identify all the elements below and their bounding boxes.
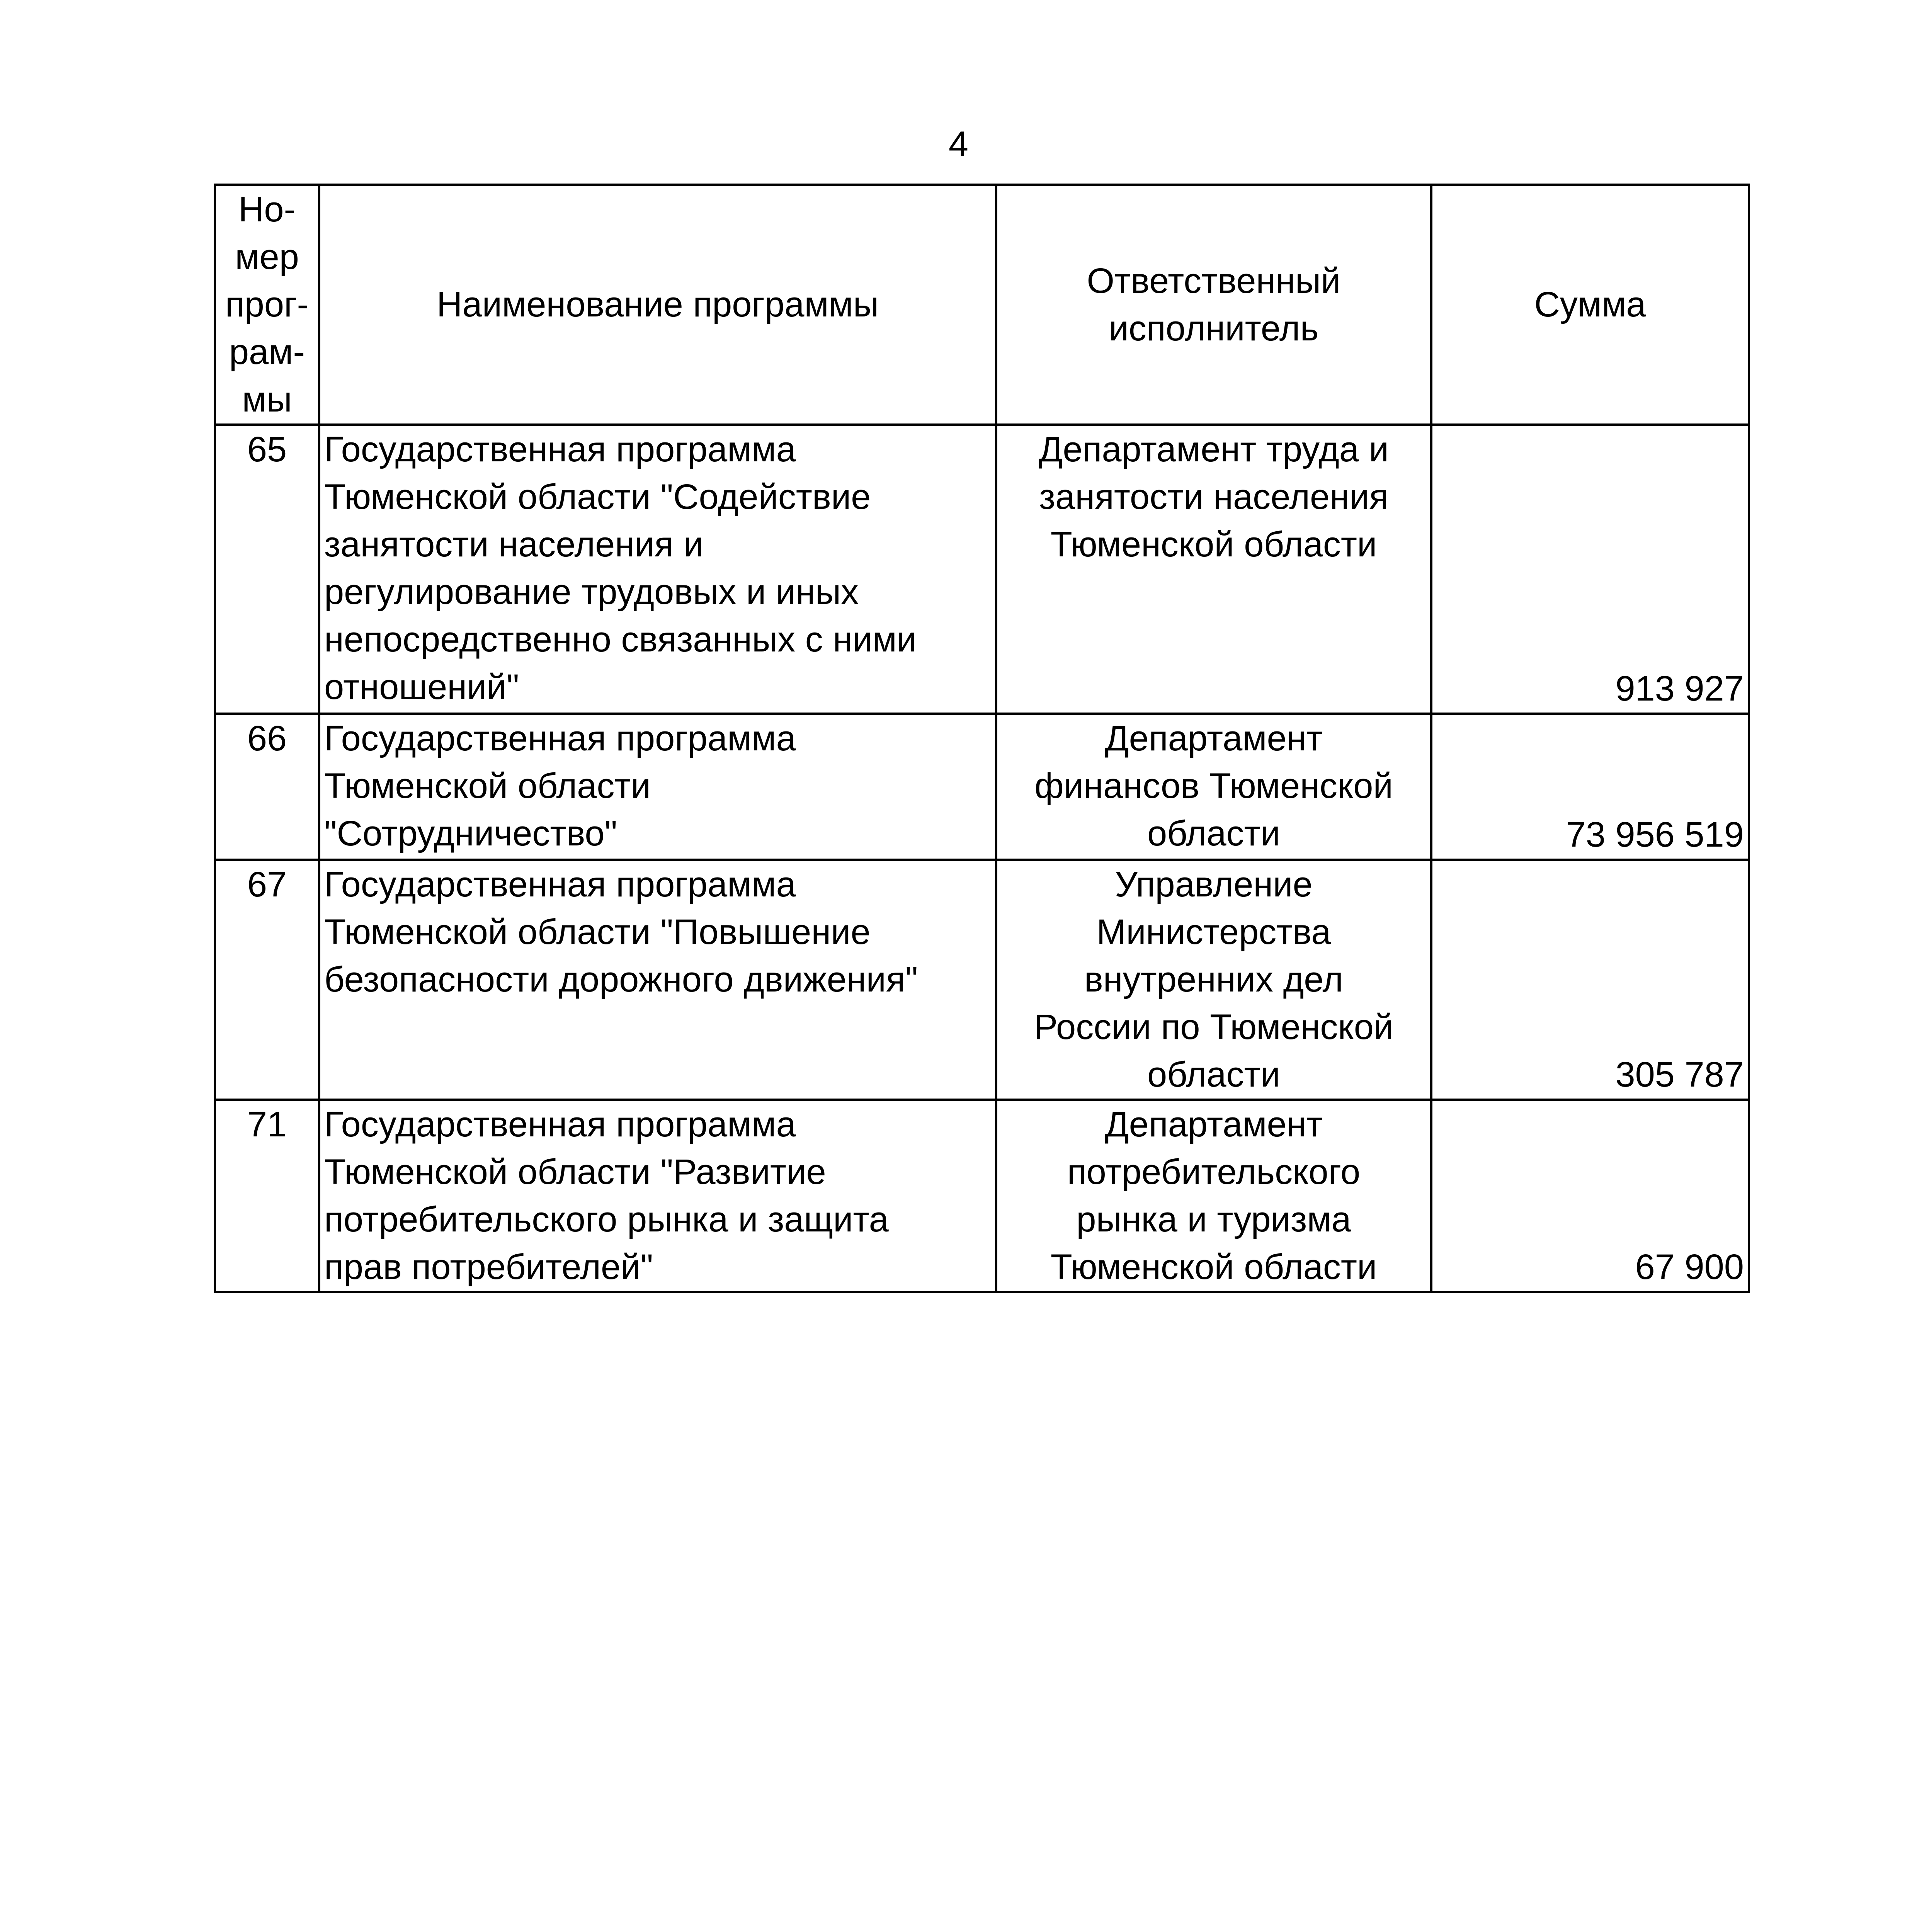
responsible-executor: Департамент труда и занятости населения Тюменской области xyxy=(996,425,1431,714)
table-row xyxy=(215,714,1749,860)
table-header-row xyxy=(215,185,1749,425)
programs-table xyxy=(214,184,1750,1293)
page-number: 4 xyxy=(948,124,969,164)
table-row xyxy=(215,860,1749,1100)
program-name: Государственная программа Тюменской области "Сотрудничество" xyxy=(319,714,996,860)
program-number: 67 xyxy=(215,860,319,1100)
header-sum: Сумма xyxy=(1431,185,1749,425)
program-sum: 913 927 xyxy=(1431,425,1749,714)
program-sum: 305 787 xyxy=(1431,860,1749,1100)
header-responsible-executor: Ответственный исполнитель xyxy=(996,185,1431,425)
table-row xyxy=(215,1100,1749,1292)
header-program-number: Но- мер прог- рам- мы xyxy=(215,185,319,425)
program-sum: 73 956 519 xyxy=(1431,714,1749,860)
program-name: Государственная программа Тюменской области "Развитие потребительского рынка и защита прав потребителей" xyxy=(319,1100,996,1292)
responsible-executor: Департамент финансов Тюменской области xyxy=(996,714,1431,860)
responsible-executor: Департамент потребительского рынка и туризма Тюменской области xyxy=(996,1100,1431,1292)
responsible-executor: Управление Министерства внутренних дел России по Тюменской области xyxy=(996,860,1431,1100)
program-number: 65 xyxy=(215,425,319,714)
program-sum: 67 900 xyxy=(1431,1100,1749,1292)
program-name: Государственная программа Тюменской области "Повышение безопасности дорожного движения" xyxy=(319,860,996,1100)
table-row xyxy=(215,425,1749,714)
program-number: 71 xyxy=(215,1100,319,1292)
header-program-name: Наименование программы xyxy=(319,185,996,425)
program-name: Государственная программа Тюменской области "Содействие занятости населения и регулирование трудовых и иных непосредственно связанных с ними отношений" xyxy=(319,425,996,714)
program-number: 66 xyxy=(215,714,319,860)
